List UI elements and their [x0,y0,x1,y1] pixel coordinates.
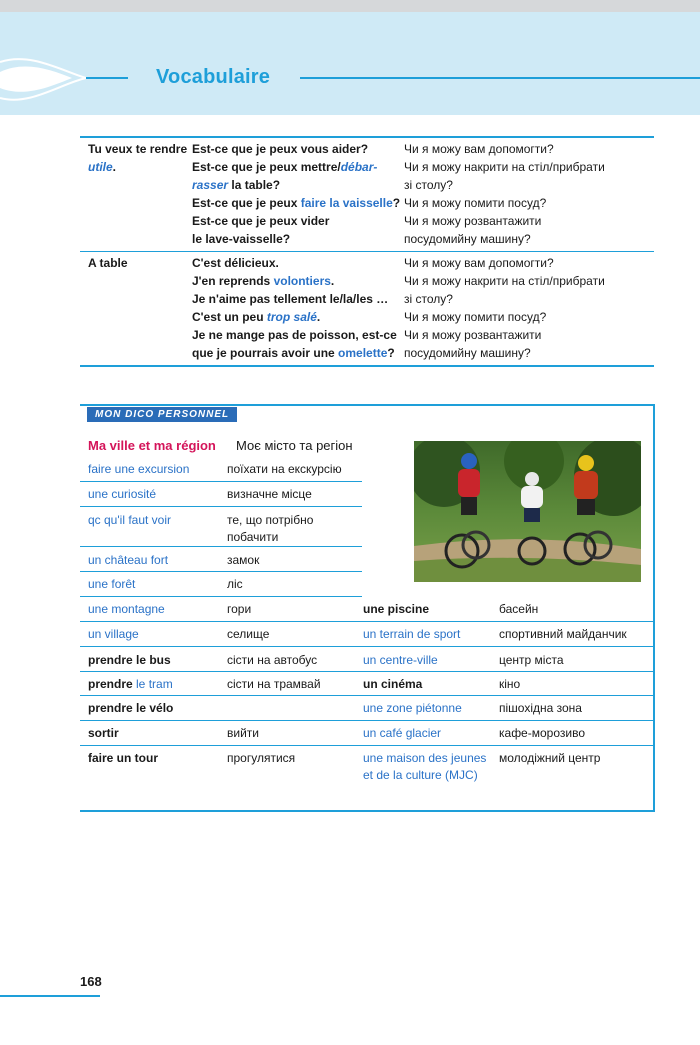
text-line [192,230,404,248]
text-line [192,254,404,272]
text-line [88,158,192,176]
vocab-text: кіно [499,677,521,691]
vocab-text: визначне місце [227,487,312,501]
row-ukrainian [404,254,654,362]
vocab-text: селище [227,627,270,641]
heading-ukrainian: Моє місто та регіон [236,438,353,453]
text-line [192,290,404,308]
text-segment: A table [88,256,128,270]
text-line: Чи я можу накрити на стіл/прибрати [404,160,605,174]
text-segment: le tram [136,677,173,691]
text-line [192,176,404,194]
text-line: зі столу? [404,178,453,192]
text-line: посудомийну машину? [404,232,531,246]
text-segment: Est-ce que je peux vous aider? [192,142,369,156]
row-ukrainian [404,140,654,248]
text-segment: rasser [192,178,229,192]
text-line: Чи я можу накрити на стіл/прибрати [404,274,605,288]
text-segment: Tu veux te rendre [88,142,188,156]
row-french [192,254,404,362]
text-segment: faire la vaisselle [300,196,393,210]
heading-french: Ma ville et ma région [88,438,216,453]
vocab-text: вийти [227,726,259,740]
text-line: Чи я можу помити посуд? [404,310,547,324]
text-line [192,326,404,344]
text-segment: Est-ce que je peux mettre/ [192,160,341,174]
dico-label: MON DICO PERSONNEL [87,407,237,422]
text-line [88,140,192,158]
vocab-text: une zone piétonne [363,701,462,715]
text-segment: Est-ce que je peux vider [192,214,330,228]
text-segment: utile [88,160,113,174]
text-line: Чи я можу розвантажити [404,328,542,342]
row-rule [80,695,655,696]
table-row [80,252,654,365]
text-segment: volontiers [273,274,331,288]
text-segment: le lave-vaisselle? [192,232,291,246]
row-rule [80,646,655,647]
vocab-text: sortir [88,726,119,740]
text-line [192,212,404,230]
vocab-text: un village [88,627,139,641]
text-line [192,272,404,290]
vocab-text: qc qu'il faut voir [88,513,171,527]
vocab-text: замок [227,553,260,567]
text-line [192,308,404,326]
vocab-text: un cinéma [363,677,423,691]
text-segment: la table? [228,178,281,192]
vocab-text: une curiosité [88,487,157,501]
text-segment: prendre [88,677,137,691]
box-bottom-border [80,810,655,812]
vocab-text: поїхати на екскурсію [227,462,342,476]
vocab-text: une montagne [88,602,165,616]
box-right-border [653,404,655,812]
table-row [80,138,654,251]
vocab-text: un centre-ville [363,653,438,667]
text-line [192,158,404,176]
text-segment: . [112,160,117,174]
text-line: Чи я можу помити посуд? [404,196,547,210]
row-french [192,140,404,248]
text-segment: omelette [338,346,388,360]
top-border [0,0,700,12]
vocab-text: faire une excursion [88,462,190,476]
vocab-text: сісти на автобус [227,653,318,667]
box-top-border [80,404,655,406]
table-bottom-rule [80,365,654,367]
text-line: Чи я можу вам допомогти? [404,142,554,156]
text-line: посудомийну машину? [404,346,531,360]
text-line [192,194,404,212]
vocab-text: кафе-морозиво [499,726,585,740]
vocab-text: une forêt [88,577,136,591]
vocab-text: те, що потрібно побачити [227,513,314,544]
vocab-text: прогулятися [227,751,296,765]
text-line [88,254,192,272]
vocab-text: prendre le bus [88,653,171,667]
vocab-text: сісти на трамвай [227,677,321,691]
row-rule [80,720,655,721]
text-line: Чи я можу розвантажити [404,214,542,228]
text-segment: C'est délicieux. [192,256,279,270]
text-segment: Je ne mange pas de poisson, est-ce [192,328,397,342]
vocab-text: спортивний майданчик [499,627,627,641]
row-rule [80,481,362,482]
phrases-table [80,136,654,367]
vocab-text: un terrain de sport [363,627,461,641]
page-number-rule [0,995,100,997]
cyclists-photo [414,441,641,582]
text-segment: . [330,274,335,288]
page-number: 168 [80,974,102,989]
text-segment: Est-ce que je peux [192,196,301,210]
row-rule [80,571,362,572]
row-rule [80,596,362,597]
row-rule [80,671,655,672]
vocab-text: une piscine [363,602,430,616]
text-segment: ? [392,196,401,210]
row-rule [80,506,362,507]
text-segment: trop salé [266,310,317,324]
vocab-text: une maison des jeunes et de la culture (MJC) [363,751,487,782]
row-label [80,140,192,248]
text-segment: que je pourrais avoir une [192,346,339,360]
text-segment: C'est un peu [192,310,267,324]
vocab-text: un café glacier [363,726,442,740]
text-segment: ? [387,346,395,360]
page-title: Vocabulaire [156,66,271,88]
vocab-text: un château fort [88,553,169,567]
text-segment: . [316,310,321,324]
text-segment: Je n'aime pas tellement le/la/les … [192,292,389,306]
row-rule [80,546,362,547]
header-swoosh-graphic [0,12,700,115]
mon-dico-personnel-box [80,404,655,812]
vocab-text: молодіжний центр [499,751,601,765]
row-rule [80,745,655,746]
vocab-text [88,676,228,693]
text-line: Чи я можу вам допомогти? [404,256,554,270]
row-label [80,254,192,362]
text-line [192,140,404,158]
vocab-text: центр міста [499,653,564,667]
vocab-text: ліс [227,577,243,591]
vocab-text: басейн [499,602,539,616]
text-line [192,344,404,362]
text-segment: J'en reprends [192,274,274,288]
vocab-text: гори [227,602,252,616]
vocab-text: faire un tour [88,751,159,765]
text-line: зі столу? [404,292,453,306]
row-rule [80,621,655,622]
vocab-text: prendre le vélo [88,701,174,715]
text-segment: débar- [340,160,378,174]
vocab-text: пішохідна зона [499,701,582,715]
